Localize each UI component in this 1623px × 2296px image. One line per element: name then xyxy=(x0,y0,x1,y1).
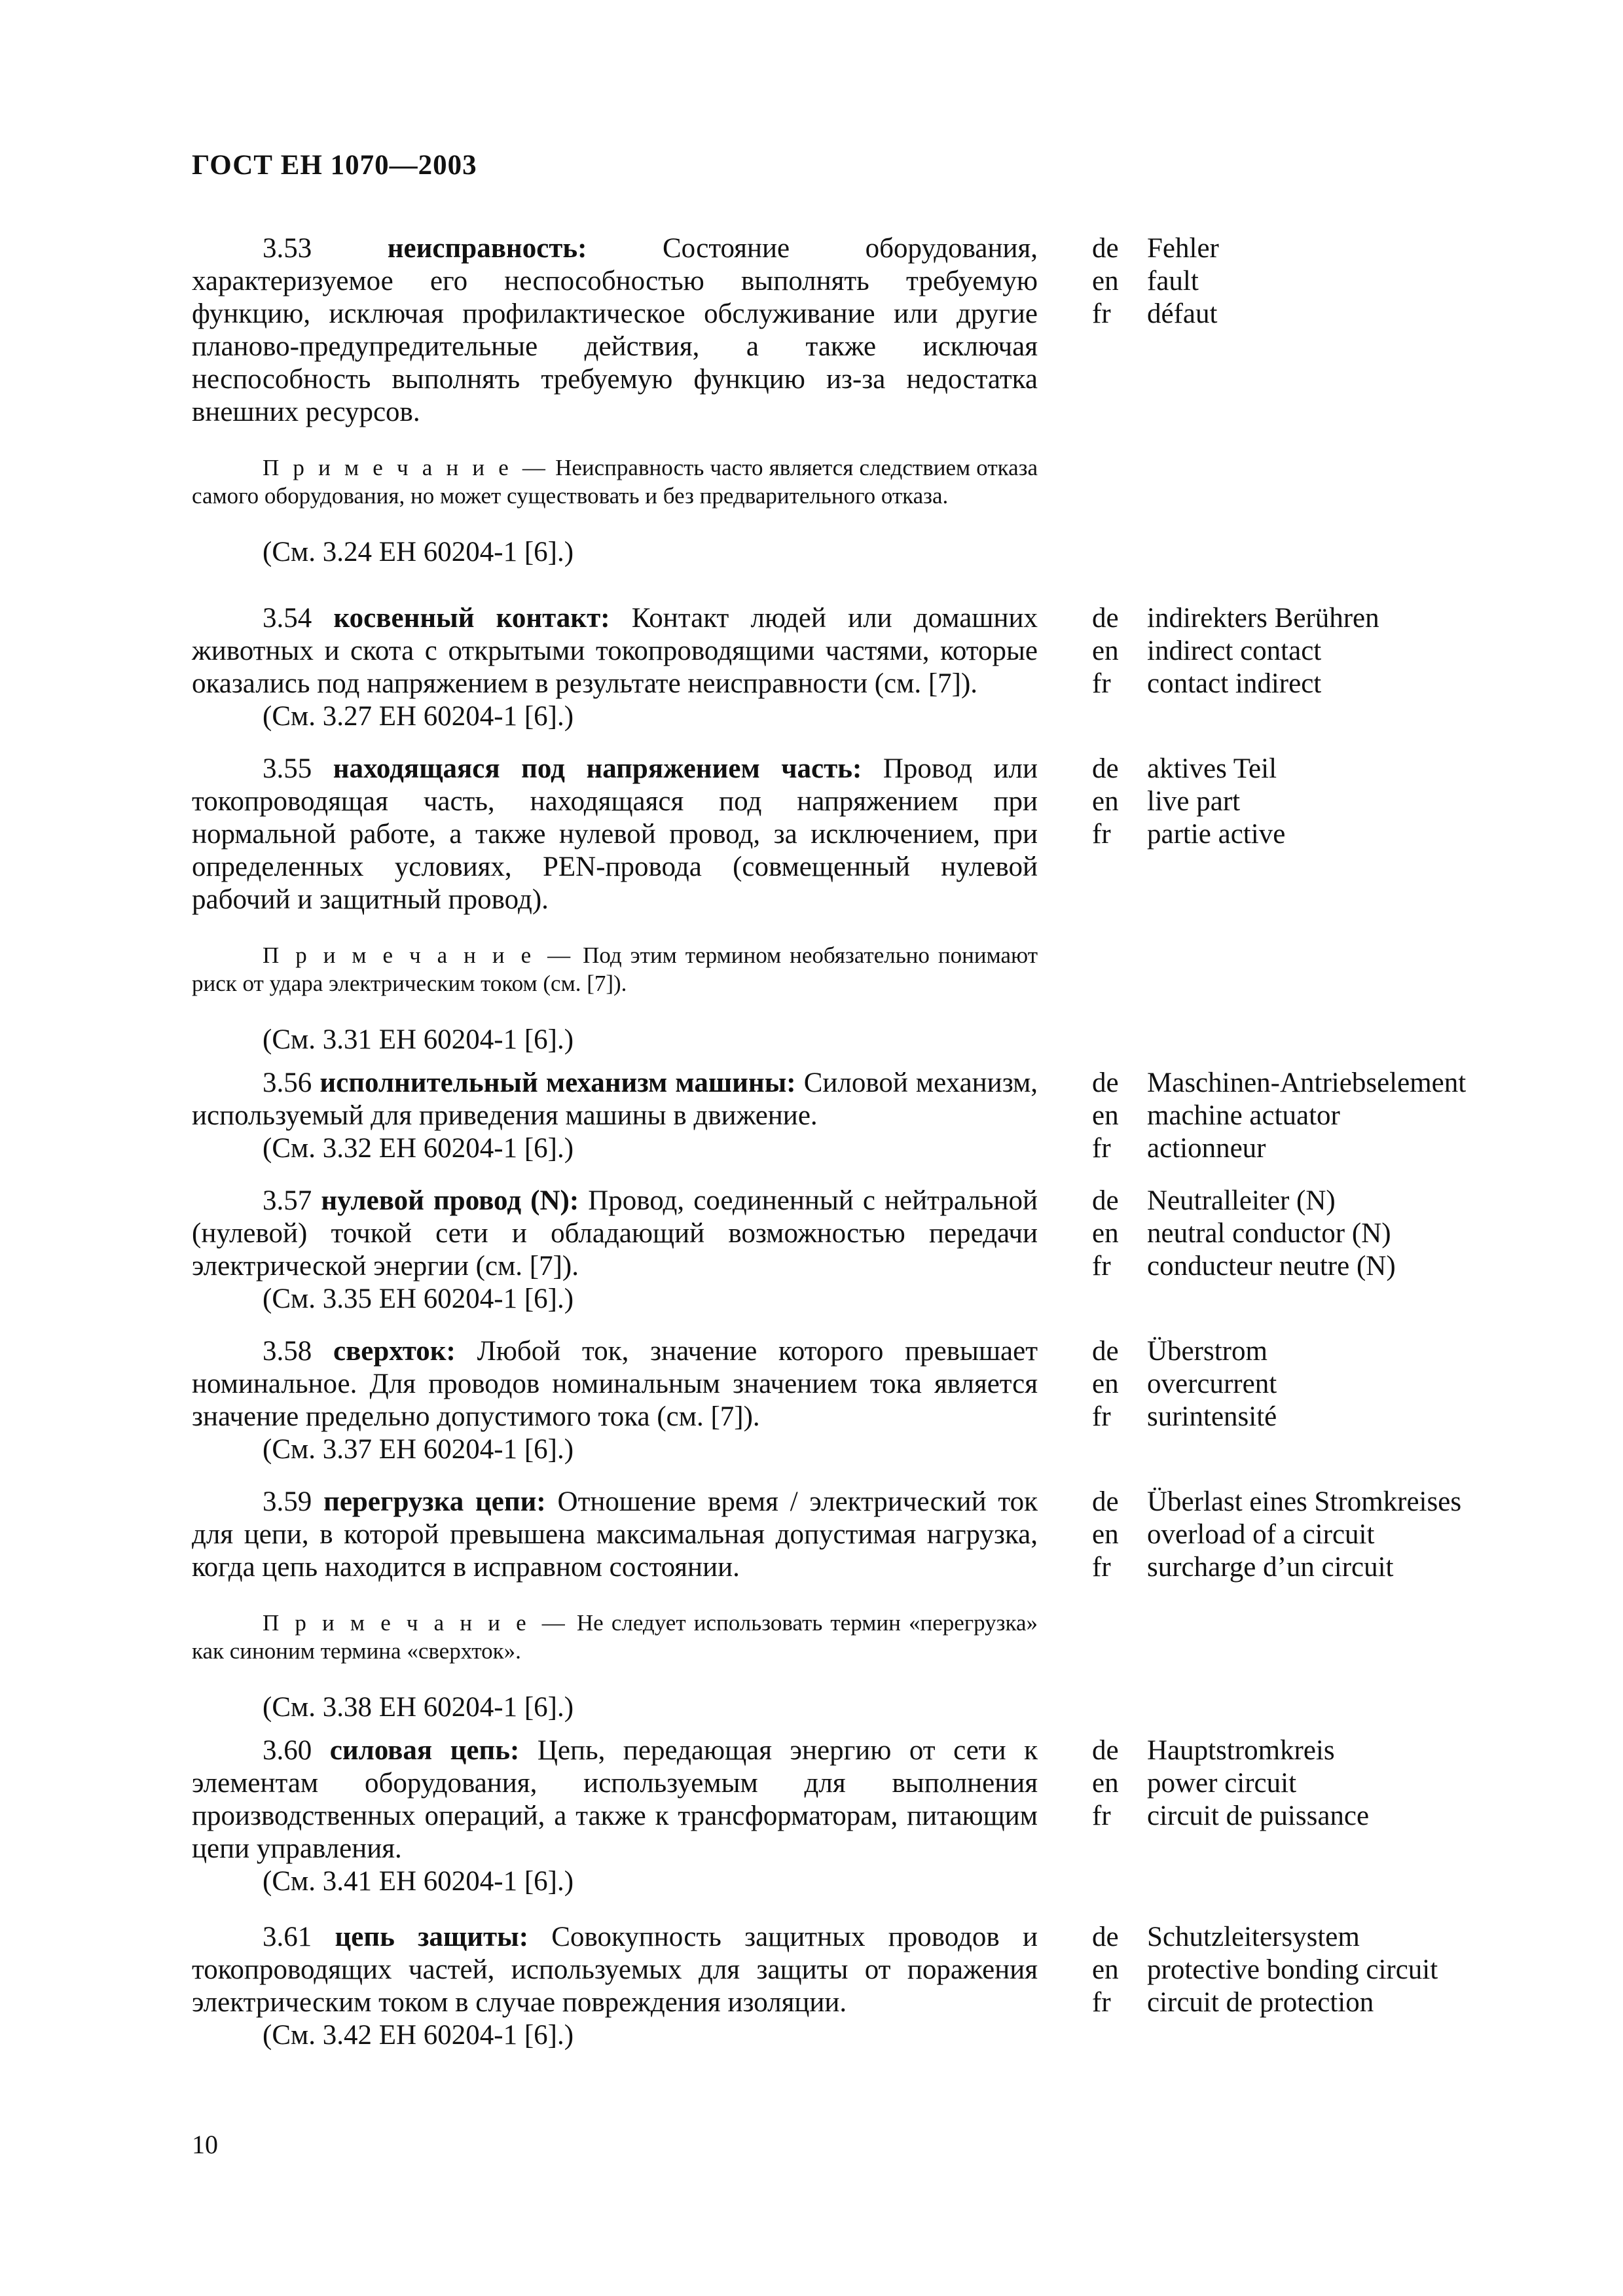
entry-see-reference: (См. 3.31 ЕН 60204-1 [6].) xyxy=(263,1024,574,1055)
definition-text xyxy=(192,232,1038,429)
translation-en: en overload of a circuit xyxy=(1092,1519,1375,1550)
entry-text: Силовой механизм, используемый для приведения машины в движение. xyxy=(192,1067,1038,1131)
entry-see-reference: (См. 3.24 ЕН 60204-1 [6].) xyxy=(263,537,574,567)
entry-definition xyxy=(192,1921,1038,2052)
entry-translations xyxy=(1092,232,1550,331)
entry-number: 3.57 xyxy=(263,1185,312,1216)
translation-fr: fr surintensité xyxy=(1092,1401,1277,1432)
entry-translations xyxy=(1092,1335,1550,1433)
entry-term: нулевой провод (N): xyxy=(321,1185,579,1216)
note-text: Под этим термином необязательно понимают риск от удара электрическим током (см. [7]). xyxy=(192,942,1038,996)
translation-fr: fr circuit de protection xyxy=(1092,1987,1374,2018)
entry-translations xyxy=(1092,1921,1550,2019)
entry-definition xyxy=(192,1734,1038,1898)
translation-de: de Hauptstromkreis xyxy=(1092,1735,1335,1766)
translation-en: en protective bonding circuit xyxy=(1092,1954,1438,1985)
entry-see-reference: (См. 3.38 ЕН 60204-1 [6].) xyxy=(263,1692,574,1723)
entry-text: Провод, соединенный с нейтральной (нулевой) точкой сети и обладающий возможностью передачи электрической энергии (см. [7]). xyxy=(192,1185,1038,1282)
entry-translations xyxy=(1092,1486,1550,1584)
entry-text: Цепь, передающая энергию от сети к элементам оборудования, используемым для выполнения производственных операций, а также к трансформаторам, питающим цепи управления. xyxy=(192,1735,1038,1864)
translation-en: en overcurrent xyxy=(1092,1369,1277,1399)
entry-term: перегрузка цепи: xyxy=(323,1486,546,1517)
entry-note xyxy=(192,941,1038,997)
entry-number: 3.61 xyxy=(263,1922,312,1952)
entry-number: 3.60 xyxy=(263,1735,312,1766)
entry-see-reference: (См. 3.32 ЕН 60204-1 [6].) xyxy=(263,1133,574,1164)
entry-number: 3.56 xyxy=(263,1067,312,1098)
definition-text xyxy=(192,1734,1038,1865)
entry-see-reference: (См. 3.35 ЕН 60204-1 [6].) xyxy=(263,1283,574,1314)
entry-translations xyxy=(1092,1185,1550,1283)
translation-fr: fr défaut xyxy=(1092,298,1218,329)
entry-number: 3.58 xyxy=(263,1336,312,1367)
note-text: Неисправность часто является следствием отказа самого оборудования, но может существовать и без предварительного отказа. xyxy=(192,455,1038,509)
entry-text: Провод или токопроводящая часть, находящаяся под напряжением при нормальной работе, а также нулевой провод, за исключением, при определенных условиях, PEN-провода (совмещенный нулевой рабочий и защитный провод). xyxy=(192,753,1038,915)
entry-number: 3.53 xyxy=(263,233,312,264)
entry-see-reference: (См. 3.41 ЕН 60204-1 [6].) xyxy=(263,1866,574,1897)
entry-see-reference: (См. 3.27 ЕН 60204-1 [6].) xyxy=(263,701,574,732)
entry-translations xyxy=(1092,1734,1550,1833)
document-header: ГОСТ ЕН 1070—2003 xyxy=(192,150,477,181)
translation-en: en machine actuator xyxy=(1092,1100,1340,1131)
translation-de: de Maschinen-Antriebselement xyxy=(1092,1067,1467,1098)
entry-text: Совокупность защитных проводов и токопроводящих частей, используемых для защиты от поражения электрическим током в случае повреждения изоляции. xyxy=(192,1922,1038,2018)
entry-term: сверхток: xyxy=(333,1336,456,1367)
definition-text xyxy=(192,753,1038,916)
entry-term: находящаяся под напряжением часть: xyxy=(333,753,862,784)
entry-text: Отношение время / электрический ток для цепи, в которой превышена максимальная допустимая нагрузка, когда цепь находится в исправном состоянии. xyxy=(192,1486,1038,1583)
translation-fr: fr circuit de puissance xyxy=(1092,1801,1370,1831)
note-label: П р и м е ч а н и е — xyxy=(263,942,575,968)
translation-de: de aktives Teil xyxy=(1092,753,1277,784)
entry-note xyxy=(192,1609,1038,1665)
definition-text xyxy=(192,1921,1038,2019)
note-text: Не следует использовать термин «перегрузка» как синоним термина «сверхток». xyxy=(192,1610,1038,1664)
translation-en: en neutral conductor (N) xyxy=(1092,1218,1391,1249)
translation-en: en fault xyxy=(1092,266,1199,296)
entry-number: 3.59 xyxy=(263,1486,312,1517)
entry-term: неисправность: xyxy=(387,233,587,264)
entry-see-reference: (См. 3.42 ЕН 60204-1 [6].) xyxy=(263,2020,574,2051)
definition-text xyxy=(192,1335,1038,1433)
entry-translations xyxy=(1092,1067,1550,1165)
entry-number: 3.54 xyxy=(263,603,312,634)
definition-text xyxy=(192,1067,1038,1132)
entry-text: Любой ток, значение которого превышает номинальное. Для проводов номинальным значением тока является значение предельно допустимого тока (см. [7]). xyxy=(192,1336,1038,1432)
entry-definition xyxy=(192,1486,1038,1724)
translation-de: de Fehler xyxy=(1092,233,1219,264)
entry-text: Контакт людей или домашних животных и скота с открытыми токопроводящими частями, которые оказались под напряжением в результате неисправности (см. [7]). xyxy=(192,603,1038,699)
translation-de: de Neutralleiter (N) xyxy=(1092,1185,1336,1216)
entry-term: косвенный контакт: xyxy=(333,603,610,634)
translation-en: en live part xyxy=(1092,786,1241,817)
entry-term: цепь защиты: xyxy=(335,1922,529,1952)
entry-definition xyxy=(192,1185,1038,1316)
note-label: П р и м е ч а н и е — xyxy=(263,1610,569,1636)
translation-fr: fr surcharge d’un circuit xyxy=(1092,1552,1394,1583)
entry-term: исполнительный механизм машины: xyxy=(319,1067,796,1098)
entry-definition xyxy=(192,1335,1038,1466)
note-label: П р и м е ч а н и е — xyxy=(263,455,549,480)
page-number: 10 xyxy=(192,2130,218,2159)
translation-fr: fr conducteur neutre (N) xyxy=(1092,1251,1396,1282)
entry-term: силовая цепь: xyxy=(329,1735,520,1766)
entry-translations xyxy=(1092,753,1550,851)
translation-en: en indirect contact xyxy=(1092,636,1322,666)
entry-see-reference: (См. 3.37 ЕН 60204-1 [6].) xyxy=(263,1434,574,1465)
definition-text xyxy=(192,1185,1038,1283)
definition-text xyxy=(192,602,1038,700)
translation-de: de indirekters Berühren xyxy=(1092,603,1379,634)
entry-note xyxy=(192,454,1038,510)
entry-number: 3.55 xyxy=(263,753,312,784)
translation-en: en power circuit xyxy=(1092,1768,1297,1799)
translation-de: de Schutzleitersystem xyxy=(1092,1922,1360,1952)
entry-definition xyxy=(192,1067,1038,1165)
entry-text: Состояние оборудования, характеризуемое его неспособностью выполнять требуемую функцию, исключая профилактическое обслуживание или другие планово-предупредительные действия, а также исключая неспособность выполнять требуемую функцию из-за недостатка внешних ресурсов. xyxy=(192,233,1038,427)
translation-fr: fr actionneur xyxy=(1092,1133,1266,1164)
translation-fr: fr partie active xyxy=(1092,819,1286,850)
translation-de: de Überstrom xyxy=(1092,1336,1267,1367)
translation-de: de Überlast eines Stromkreises xyxy=(1092,1486,1462,1517)
entry-definition xyxy=(192,602,1038,733)
entry-definition xyxy=(192,753,1038,1056)
entry-definition xyxy=(192,232,1038,569)
translation-fr: fr contact indirect xyxy=(1092,668,1322,699)
entry-translations xyxy=(1092,602,1550,700)
definition-text xyxy=(192,1486,1038,1584)
